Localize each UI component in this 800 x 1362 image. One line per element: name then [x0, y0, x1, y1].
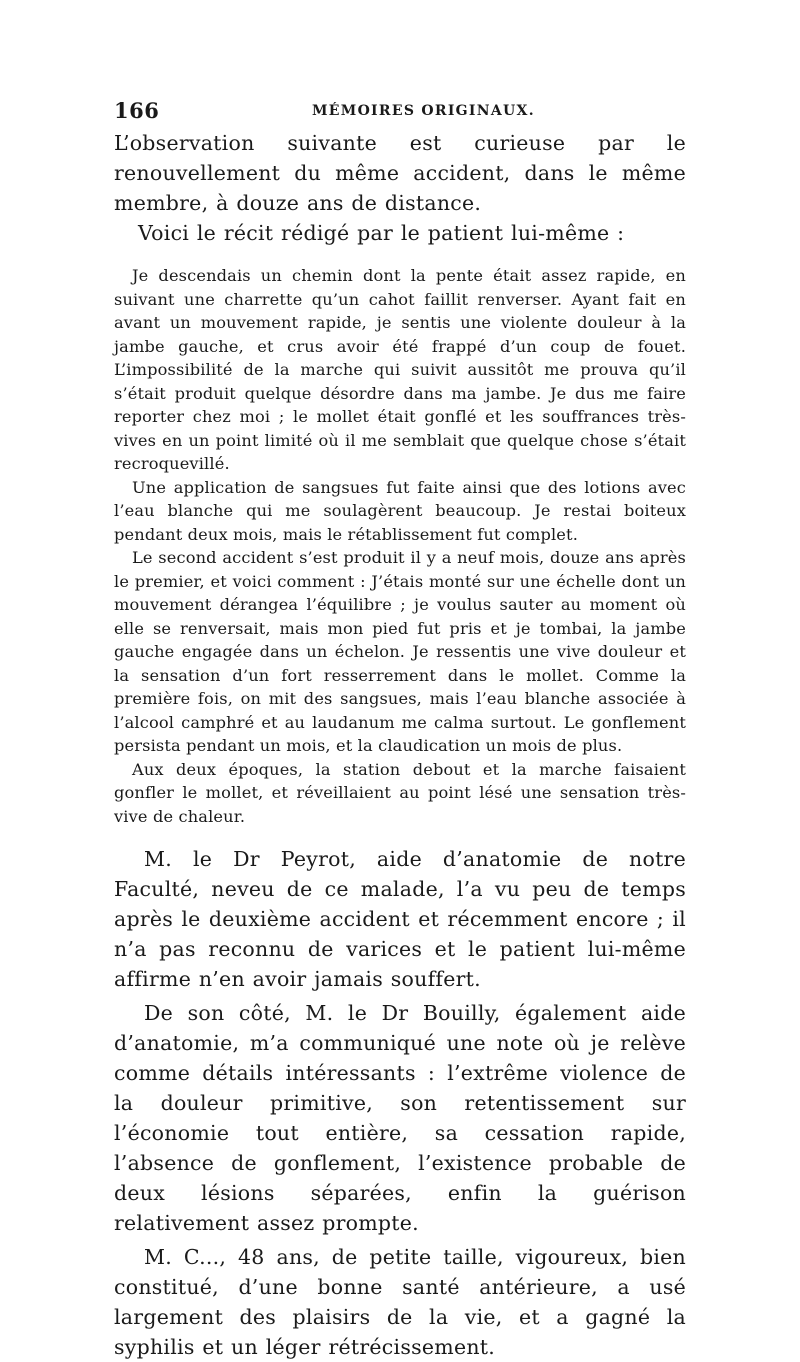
paragraph-observation: L’observation suivante est curieuse par le renouvellement du même accident, dans le même membre, à douze ans de distance.	[114, 131, 686, 215]
paragraph-peyrot: M. le Dr Peyrot, aide d’anatomie de notre Faculté, neveu de ce malade, l’a vu peu de temps après le deuxième accident et récemment encore ; il n’a pas reconnu de varices et le patient lui-même affirme n’en avoir jamais souffert.	[114, 847, 686, 991]
document-page	[114, 96, 686, 1362]
running-head	[114, 96, 686, 124]
journal-title: MÉMOIRES ORIGINAUX.	[312, 103, 535, 119]
paragraph-case: M. C..., 48 ans, de petite taille, vigoureux, bien constitué, d’une bonne santé antérieure, a usé largement des plaisirs de la vie, et a gagné la syphilis et un léger rétrécissement.	[114, 1245, 686, 1359]
quote-paragraph-4: Aux deux époques, la station debout et la marche faisaient gonfler le mollet, et réveillaient au point lésé une sensation très-vive de chaleur.	[114, 759, 686, 826]
page-number: 166	[114, 98, 160, 123]
quote-paragraph-2: Une application de sangsues fut faite ainsi que des lotions avec l’eau blanche qui me soulagèrent beaucoup. Je restai boiteux pendant deux mois, mais le rétablissement fut complet.	[114, 477, 686, 544]
paragraph-intro: Voici le récit rédigé par le patient lui-même :	[138, 221, 625, 245]
paragraph-bouilly: De son côté, M. le Dr Bouilly, également aide d’anatomie, m’a communiqué une note où je relève comme détails intéressants : l’extrême violence de la douleur primitive, son retentissement sur l’économie tout entière, sa cessation rapide, l’absence de gonflement, l’existence probable de deux lésions séparées, enfin la guérison relativement assez prompte.	[114, 1001, 686, 1235]
quote-paragraph-1: Je descendais un chemin dont la pente était assez rapide, en suivant une charrette qu’un cahot faillit renverser. Ayant fait en avant un mouvement rapide, je sentis une violente douleur à la jambe gauche, et crus avoir été frappé d’un coup de fouet. L’impossibilité de la marche qui suivit aussitôt me prouva qu’il s’était produit quelque désordre dans ma jambe. Je dus me faire reporter chez moi ; le mollet était gonflé et les souffrances très-vives en un point limité où il me semblait que quelque chose s’était recroquevillé.	[114, 266, 686, 473]
quote-paragraph-3: Le second accident s’est produit il y a neuf mois, douze ans après le premier, et voici comment : J’étais monté sur une échelle dont un mouvement dérangea l’équilibre ; je voulus sauter au moment où elle se renversait, mais mon pied fut pris et je tombai, la jambe gauche engagée dans un échelon. Je ressentis une vive douleur et la sensation d’un fort resserrement dans le mollet. Comme la première fois, on mit des sangsues, mais l’eau blanche associée à l’alcool camphré et au laudanum me calma surtout. Le gonflement persista pendant un mois, et la claudication un mois de plus.	[114, 548, 686, 755]
